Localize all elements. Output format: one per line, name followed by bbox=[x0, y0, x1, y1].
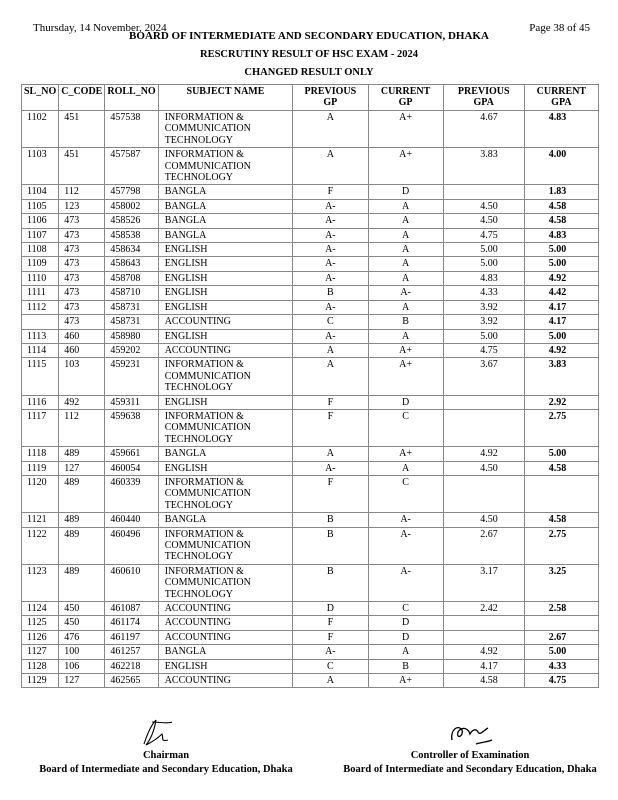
cell-c-code: 489 bbox=[59, 513, 105, 527]
cell-previous-gpa: 5.00 bbox=[443, 243, 524, 257]
cell-previous-gp: A- bbox=[293, 461, 368, 475]
cell-roll-no: 459638 bbox=[105, 409, 158, 446]
cell-subject-name: ENGLISH bbox=[158, 286, 293, 300]
cell-sl-no: 1129 bbox=[22, 674, 59, 688]
column-header-subject-name: SUBJECT NAME bbox=[158, 85, 293, 111]
cell-current-gp: A bbox=[368, 257, 443, 271]
cell-previous-gpa bbox=[443, 630, 524, 644]
cell-current-gpa: 3.25 bbox=[524, 564, 598, 601]
cell-current-gpa: 4.83 bbox=[524, 228, 598, 242]
cell-previous-gpa: 4.92 bbox=[443, 645, 524, 659]
cell-current-gpa: 5.00 bbox=[524, 257, 598, 271]
cell-roll-no: 461257 bbox=[105, 645, 158, 659]
cell-subject-name: INFORMATION & COMMUNICATION TECHNOLOGY bbox=[158, 564, 293, 601]
cell-c-code: 450 bbox=[59, 616, 105, 630]
cell-roll-no: 462565 bbox=[105, 674, 158, 688]
cell-previous-gpa: 4.67 bbox=[443, 111, 524, 148]
cell-previous-gp: C bbox=[293, 315, 368, 329]
cell-current-gp: A- bbox=[368, 527, 443, 564]
cell-previous-gpa: 4.50 bbox=[443, 461, 524, 475]
cell-sl-no bbox=[22, 315, 59, 329]
controller-org: Board of Intermediate and Secondary Education, Dhaka bbox=[343, 764, 597, 775]
cell-c-code: 473 bbox=[59, 228, 105, 242]
table-row bbox=[22, 271, 599, 285]
column-header-roll-no: ROLL_NO bbox=[105, 85, 158, 111]
cell-previous-gpa: 4.33 bbox=[443, 286, 524, 300]
table-row bbox=[22, 564, 599, 601]
cell-subject-name: INFORMATION & COMMUNICATION TECHNOLOGY bbox=[158, 111, 293, 148]
cell-subject-name: ENGLISH bbox=[158, 659, 293, 673]
cell-roll-no: 457538 bbox=[105, 111, 158, 148]
cell-current-gp: A- bbox=[368, 513, 443, 527]
table-row bbox=[22, 616, 599, 630]
cell-current-gp: D bbox=[368, 395, 443, 409]
cell-current-gpa: 1.83 bbox=[524, 185, 598, 199]
cell-c-code: 123 bbox=[59, 199, 105, 213]
cell-roll-no: 459661 bbox=[105, 447, 158, 461]
cell-subject-name: ACCOUNTING bbox=[158, 602, 293, 616]
cell-c-code: 103 bbox=[59, 358, 105, 395]
cell-current-gpa: 4.58 bbox=[524, 513, 598, 527]
cell-sl-no: 1113 bbox=[22, 329, 59, 343]
table-row bbox=[22, 111, 599, 148]
print-date: Thursday, 14 November, 2024 bbox=[33, 22, 167, 34]
cell-sl-no: 1121 bbox=[22, 513, 59, 527]
cell-current-gpa: 4.33 bbox=[524, 659, 598, 673]
cell-current-gp: D bbox=[368, 185, 443, 199]
table-row bbox=[22, 461, 599, 475]
cell-c-code: 473 bbox=[59, 243, 105, 257]
cell-previous-gpa: 4.58 bbox=[443, 674, 524, 688]
chairman-title: Chairman bbox=[142, 750, 190, 761]
cell-previous-gp: B bbox=[293, 286, 368, 300]
cell-sl-no: 1102 bbox=[22, 111, 59, 148]
table-row bbox=[22, 674, 599, 688]
cell-previous-gpa: 4.50 bbox=[443, 199, 524, 213]
cell-current-gp: A+ bbox=[368, 343, 443, 357]
column-header-sl-no: SL_NO bbox=[22, 85, 59, 111]
page-number: Page 38 of 45 bbox=[529, 22, 590, 34]
cell-c-code: 473 bbox=[59, 315, 105, 329]
cell-sl-no: 1105 bbox=[22, 199, 59, 213]
cell-subject-name: ENGLISH bbox=[158, 243, 293, 257]
cell-previous-gpa: 3.83 bbox=[443, 148, 524, 185]
cell-current-gp: C bbox=[368, 475, 443, 512]
table-row bbox=[22, 315, 599, 329]
cell-previous-gp: F bbox=[293, 475, 368, 512]
cell-current-gpa: 4.00 bbox=[524, 148, 598, 185]
board-title: BOARD OF INTERMEDIATE AND SECONDARY EDUCATION, DHAKA bbox=[129, 30, 489, 42]
chairman-signature-icon bbox=[138, 718, 178, 748]
cell-previous-gp: B bbox=[293, 564, 368, 601]
cell-roll-no: 458731 bbox=[105, 300, 158, 314]
cell-previous-gpa: 4.17 bbox=[443, 659, 524, 673]
cell-previous-gpa: 3.92 bbox=[443, 300, 524, 314]
cell-c-code: 489 bbox=[59, 475, 105, 512]
cell-current-gp: A bbox=[368, 329, 443, 343]
cell-roll-no: 459202 bbox=[105, 343, 158, 357]
cell-roll-no: 458708 bbox=[105, 271, 158, 285]
cell-previous-gpa: 3.17 bbox=[443, 564, 524, 601]
cell-subject-name: INFORMATION & COMMUNICATION TECHNOLOGY bbox=[158, 527, 293, 564]
cell-sl-no: 1107 bbox=[22, 228, 59, 242]
cell-subject-name: INFORMATION & COMMUNICATION TECHNOLOGY bbox=[158, 358, 293, 395]
cell-subject-name: ACCOUNTING bbox=[158, 630, 293, 644]
cell-current-gp: D bbox=[368, 630, 443, 644]
cell-sl-no: 1125 bbox=[22, 616, 59, 630]
cell-previous-gpa: 3.92 bbox=[443, 315, 524, 329]
cell-previous-gpa: 4.83 bbox=[443, 271, 524, 285]
table-row bbox=[22, 286, 599, 300]
cell-roll-no: 460610 bbox=[105, 564, 158, 601]
cell-previous-gpa: 5.00 bbox=[443, 329, 524, 343]
cell-previous-gpa: 4.92 bbox=[443, 447, 524, 461]
table-row bbox=[22, 475, 599, 512]
table-row bbox=[22, 602, 599, 616]
cell-current-gpa bbox=[524, 616, 598, 630]
cell-previous-gp: F bbox=[293, 630, 368, 644]
cell-previous-gp: A bbox=[293, 111, 368, 148]
cell-c-code: 112 bbox=[59, 185, 105, 199]
cell-subject-name: ENGLISH bbox=[158, 300, 293, 314]
table-row bbox=[22, 243, 599, 257]
cell-previous-gp: A- bbox=[293, 300, 368, 314]
cell-sl-no: 1108 bbox=[22, 243, 59, 257]
cell-current-gpa: 4.92 bbox=[524, 343, 598, 357]
table-row bbox=[22, 343, 599, 357]
cell-previous-gp: F bbox=[293, 409, 368, 446]
cell-current-gpa: 2.67 bbox=[524, 630, 598, 644]
cell-roll-no: 460339 bbox=[105, 475, 158, 512]
cell-previous-gp: A bbox=[293, 343, 368, 357]
column-header-c-code: C_CODE bbox=[59, 85, 105, 111]
column-header-previous-gpa: PREVIOUS GPA bbox=[443, 85, 524, 111]
cell-sl-no: 1103 bbox=[22, 148, 59, 185]
table-row bbox=[22, 659, 599, 673]
table-row bbox=[22, 228, 599, 242]
table-row bbox=[22, 199, 599, 213]
cell-previous-gpa bbox=[443, 616, 524, 630]
cell-subject-name: INFORMATION & COMMUNICATION TECHNOLOGY bbox=[158, 148, 293, 185]
cell-previous-gp: A- bbox=[293, 214, 368, 228]
cell-current-gpa: 5.00 bbox=[524, 447, 598, 461]
table-row bbox=[22, 329, 599, 343]
cell-roll-no: 458538 bbox=[105, 228, 158, 242]
cell-subject-name: INFORMATION & COMMUNICATION TECHNOLOGY bbox=[158, 409, 293, 446]
cell-previous-gpa: 3.67 bbox=[443, 358, 524, 395]
cell-subject-name: ENGLISH bbox=[158, 329, 293, 343]
cell-current-gpa: 4.17 bbox=[524, 300, 598, 314]
controller-title: Controller of Examination bbox=[410, 750, 530, 761]
cell-current-gpa: 4.17 bbox=[524, 315, 598, 329]
cell-current-gp: A bbox=[368, 461, 443, 475]
cell-roll-no: 457587 bbox=[105, 148, 158, 185]
cell-previous-gp: A bbox=[293, 148, 368, 185]
cell-previous-gpa: 2.67 bbox=[443, 527, 524, 564]
cell-sl-no: 1128 bbox=[22, 659, 59, 673]
cell-sl-no: 1122 bbox=[22, 527, 59, 564]
cell-subject-name: ENGLISH bbox=[158, 271, 293, 285]
table-header-row bbox=[22, 85, 599, 111]
cell-current-gpa: 2.75 bbox=[524, 527, 598, 564]
cell-c-code: 489 bbox=[59, 564, 105, 601]
cell-current-gp: A+ bbox=[368, 111, 443, 148]
cell-previous-gp: F bbox=[293, 185, 368, 199]
cell-previous-gpa bbox=[443, 395, 524, 409]
cell-current-gpa: 4.58 bbox=[524, 461, 598, 475]
cell-current-gp: A+ bbox=[368, 148, 443, 185]
cell-current-gp: A bbox=[368, 243, 443, 257]
cell-sl-no: 1116 bbox=[22, 395, 59, 409]
cell-subject-name: ACCOUNTING bbox=[158, 343, 293, 357]
cell-current-gpa: 5.00 bbox=[524, 243, 598, 257]
table-row bbox=[22, 214, 599, 228]
cell-previous-gp: A- bbox=[293, 228, 368, 242]
table-row bbox=[22, 527, 599, 564]
cell-c-code: 473 bbox=[59, 214, 105, 228]
cell-current-gpa: 2.58 bbox=[524, 602, 598, 616]
cell-current-gp: B bbox=[368, 315, 443, 329]
column-header-current-gpa: CURRENT GPA bbox=[524, 85, 598, 111]
cell-previous-gpa: 5.00 bbox=[443, 257, 524, 271]
cell-subject-name: BANGLA bbox=[158, 228, 293, 242]
cell-current-gpa: 4.58 bbox=[524, 199, 598, 213]
cell-c-code: 451 bbox=[59, 148, 105, 185]
cell-previous-gpa bbox=[443, 475, 524, 512]
cell-subject-name: BANGLA bbox=[158, 199, 293, 213]
cell-current-gp: A bbox=[368, 271, 443, 285]
cell-current-gp: A bbox=[368, 199, 443, 213]
cell-current-gpa: 4.75 bbox=[524, 674, 598, 688]
cell-subject-name: ENGLISH bbox=[158, 461, 293, 475]
cell-sl-no: 1111 bbox=[22, 286, 59, 300]
cell-current-gp: A+ bbox=[368, 358, 443, 395]
cell-previous-gp: A bbox=[293, 674, 368, 688]
cell-sl-no: 1120 bbox=[22, 475, 59, 512]
cell-sl-no: 1119 bbox=[22, 461, 59, 475]
cell-subject-name: BANGLA bbox=[158, 513, 293, 527]
table-row bbox=[22, 148, 599, 185]
cell-previous-gp: A bbox=[293, 447, 368, 461]
cell-roll-no: 461197 bbox=[105, 630, 158, 644]
cell-current-gpa: 4.92 bbox=[524, 271, 598, 285]
cell-subject-name: INFORMATION & COMMUNICATION TECHNOLOGY bbox=[158, 475, 293, 512]
cell-previous-gp: B bbox=[293, 527, 368, 564]
cell-previous-gp: A- bbox=[293, 243, 368, 257]
cell-roll-no: 460440 bbox=[105, 513, 158, 527]
cell-previous-gp: A- bbox=[293, 645, 368, 659]
table-row bbox=[22, 645, 599, 659]
cell-subject-name: ACCOUNTING bbox=[158, 616, 293, 630]
table-row bbox=[22, 257, 599, 271]
table-row bbox=[22, 395, 599, 409]
cell-c-code: 492 bbox=[59, 395, 105, 409]
cell-previous-gp: D bbox=[293, 602, 368, 616]
table-row bbox=[22, 358, 599, 395]
cell-previous-gp: A- bbox=[293, 271, 368, 285]
cell-c-code: 489 bbox=[59, 447, 105, 461]
cell-current-gp: A- bbox=[368, 286, 443, 300]
table-row bbox=[22, 513, 599, 527]
cell-roll-no: 461174 bbox=[105, 616, 158, 630]
cell-roll-no: 458002 bbox=[105, 199, 158, 213]
cell-subject-name: BANGLA bbox=[158, 645, 293, 659]
cell-c-code: 473 bbox=[59, 271, 105, 285]
cell-roll-no: 459311 bbox=[105, 395, 158, 409]
cell-current-gp: A- bbox=[368, 564, 443, 601]
cell-current-gpa: 5.00 bbox=[524, 329, 598, 343]
table-row bbox=[22, 447, 599, 461]
cell-c-code: 106 bbox=[59, 659, 105, 673]
cell-current-gpa bbox=[524, 475, 598, 512]
cell-roll-no: 458526 bbox=[105, 214, 158, 228]
cell-c-code: 476 bbox=[59, 630, 105, 644]
cell-c-code: 450 bbox=[59, 602, 105, 616]
cell-current-gp: A bbox=[368, 645, 443, 659]
cell-c-code: 100 bbox=[59, 645, 105, 659]
cell-previous-gp: B bbox=[293, 513, 368, 527]
section-title: CHANGED RESULT ONLY bbox=[244, 67, 374, 78]
cell-sl-no: 1117 bbox=[22, 409, 59, 446]
cell-sl-no: 1104 bbox=[22, 185, 59, 199]
cell-current-gp: C bbox=[368, 409, 443, 446]
cell-sl-no: 1114 bbox=[22, 343, 59, 357]
cell-current-gp: A+ bbox=[368, 674, 443, 688]
cell-roll-no: 459231 bbox=[105, 358, 158, 395]
table-row bbox=[22, 300, 599, 314]
cell-c-code: 127 bbox=[59, 674, 105, 688]
cell-roll-no: 460496 bbox=[105, 527, 158, 564]
cell-sl-no: 1115 bbox=[22, 358, 59, 395]
cell-roll-no: 458643 bbox=[105, 257, 158, 271]
cell-current-gpa: 2.92 bbox=[524, 395, 598, 409]
cell-previous-gpa bbox=[443, 185, 524, 199]
cell-previous-gpa: 4.75 bbox=[443, 343, 524, 357]
cell-current-gpa: 3.83 bbox=[524, 358, 598, 395]
cell-current-gpa: 2.75 bbox=[524, 409, 598, 446]
cell-sl-no: 1109 bbox=[22, 257, 59, 271]
cell-roll-no: 462218 bbox=[105, 659, 158, 673]
cell-sl-no: 1112 bbox=[22, 300, 59, 314]
cell-current-gpa: 4.42 bbox=[524, 286, 598, 300]
cell-current-gp: A bbox=[368, 214, 443, 228]
cell-current-gp: C bbox=[368, 602, 443, 616]
cell-sl-no: 1126 bbox=[22, 630, 59, 644]
cell-previous-gp: F bbox=[293, 395, 368, 409]
cell-subject-name: ENGLISH bbox=[158, 395, 293, 409]
cell-previous-gp: F bbox=[293, 616, 368, 630]
cell-subject-name: ACCOUNTING bbox=[158, 315, 293, 329]
cell-c-code: 127 bbox=[59, 461, 105, 475]
cell-previous-gp: A bbox=[293, 358, 368, 395]
cell-previous-gp: C bbox=[293, 659, 368, 673]
cell-c-code: 460 bbox=[59, 343, 105, 357]
cell-subject-name: ACCOUNTING bbox=[158, 674, 293, 688]
cell-current-gp: B bbox=[368, 659, 443, 673]
cell-subject-name: BANGLA bbox=[158, 447, 293, 461]
cell-c-code: 112 bbox=[59, 409, 105, 446]
cell-sl-no: 1124 bbox=[22, 602, 59, 616]
exam-subtitle: RESCRUTINY RESULT OF HSC EXAM - 2024 bbox=[199, 49, 418, 60]
cell-roll-no: 458980 bbox=[105, 329, 158, 343]
cell-c-code: 451 bbox=[59, 111, 105, 148]
cell-roll-no: 458710 bbox=[105, 286, 158, 300]
cell-previous-gpa: 2.42 bbox=[443, 602, 524, 616]
chairman-org: Board of Intermediate and Secondary Education, Dhaka bbox=[39, 764, 293, 775]
cell-current-gp: A bbox=[368, 228, 443, 242]
cell-current-gp: A+ bbox=[368, 447, 443, 461]
cell-roll-no: 461087 bbox=[105, 602, 158, 616]
cell-c-code: 489 bbox=[59, 527, 105, 564]
cell-previous-gpa bbox=[443, 409, 524, 446]
cell-previous-gpa: 4.75 bbox=[443, 228, 524, 242]
column-header-previous-gp: PREVIOUS GP bbox=[293, 85, 368, 111]
cell-roll-no: 458634 bbox=[105, 243, 158, 257]
cell-previous-gp: A- bbox=[293, 257, 368, 271]
column-header-current-gp: CURRENT GP bbox=[368, 85, 443, 111]
cell-c-code: 473 bbox=[59, 257, 105, 271]
cell-previous-gpa: 4.50 bbox=[443, 513, 524, 527]
cell-c-code: 473 bbox=[59, 300, 105, 314]
cell-previous-gp: A- bbox=[293, 199, 368, 213]
cell-roll-no: 457798 bbox=[105, 185, 158, 199]
cell-current-gpa: 5.00 bbox=[524, 645, 598, 659]
cell-sl-no: 1106 bbox=[22, 214, 59, 228]
cell-current-gpa: 4.58 bbox=[524, 214, 598, 228]
cell-sl-no: 1110 bbox=[22, 271, 59, 285]
table-row bbox=[22, 630, 599, 644]
cell-current-gp: A bbox=[368, 300, 443, 314]
cell-sl-no: 1123 bbox=[22, 564, 59, 601]
cell-roll-no: 458731 bbox=[105, 315, 158, 329]
cell-current-gpa: 4.83 bbox=[524, 111, 598, 148]
cell-subject-name: BANGLA bbox=[158, 214, 293, 228]
results-table bbox=[21, 84, 599, 688]
cell-subject-name: ENGLISH bbox=[158, 257, 293, 271]
table-row bbox=[22, 409, 599, 446]
cell-previous-gpa: 4.50 bbox=[443, 214, 524, 228]
cell-sl-no: 1127 bbox=[22, 645, 59, 659]
table-row bbox=[22, 185, 599, 199]
cell-subject-name: BANGLA bbox=[158, 185, 293, 199]
cell-roll-no: 460054 bbox=[105, 461, 158, 475]
cell-c-code: 473 bbox=[59, 286, 105, 300]
cell-previous-gp: A- bbox=[293, 329, 368, 343]
cell-c-code: 460 bbox=[59, 329, 105, 343]
cell-current-gp: D bbox=[368, 616, 443, 630]
controller-signature-icon bbox=[448, 718, 494, 748]
cell-sl-no: 1118 bbox=[22, 447, 59, 461]
